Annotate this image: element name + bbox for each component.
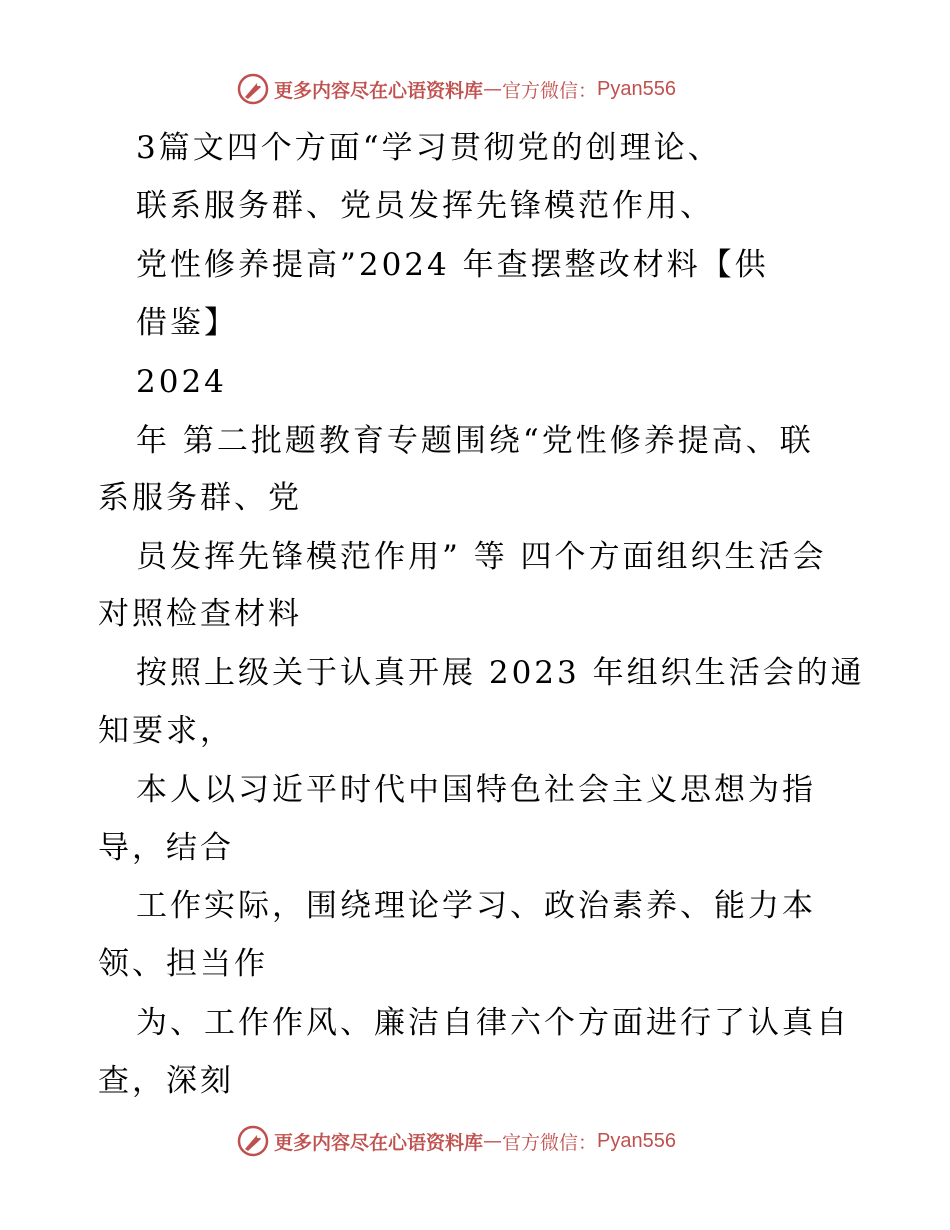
doc-line: 导，结合 xyxy=(98,830,234,866)
doc-line: 对照检查材料 xyxy=(98,596,302,632)
doc-line: 知要求， xyxy=(98,713,234,749)
pen-nib-logo-icon xyxy=(236,1124,270,1158)
banner-separator: — xyxy=(483,1130,503,1152)
doc-line: 领、担当作 xyxy=(98,946,268,982)
doc-line: 按照上级关于认真开展 2023 年组织生活会的通 xyxy=(136,655,865,691)
doc-line: 2024 xyxy=(136,364,227,400)
footer-banner xyxy=(236,1124,676,1158)
banner-separator: — xyxy=(483,78,503,100)
pen-nib-logo-icon xyxy=(236,72,270,106)
banner-wechat-id: Pyan556 xyxy=(597,77,676,100)
banner-wechat-id: Pyan556 xyxy=(597,1129,676,1152)
doc-line: 党性修养提高”2024 年查摆整改材料【供 xyxy=(136,247,769,283)
doc-line: 年 第二批题教育专题围绕“党性修养提高、联 xyxy=(136,423,814,459)
doc-line: 本人以习近平时代中国特色社会主义思想为指 xyxy=(136,772,816,808)
doc-line: 员发挥先锋模范作用” 等 四个方面组织生活会 xyxy=(136,539,827,575)
doc-line: 工作实际，围绕理论学习、政治素养、能力本 xyxy=(136,888,816,924)
doc-line: 查，深刻 xyxy=(98,1063,234,1099)
doc-line: 系服务群、党 xyxy=(98,480,302,516)
doc-line: 联系服务群、党员发挥先锋模范作用、 xyxy=(136,188,714,224)
banner-title: 更多内容尽在心语资料库 xyxy=(274,1131,484,1154)
banner-wechat-label: 官方微信： xyxy=(502,1131,598,1154)
header-banner xyxy=(236,72,676,106)
doc-line: 3篇文四个方面“学习贯彻党的创理论、 xyxy=(136,130,722,166)
banner-wechat-label: 官方微信： xyxy=(502,79,598,102)
banner-title: 更多内容尽在心语资料库 xyxy=(274,79,484,102)
doc-line: 借鉴】 xyxy=(136,305,238,341)
doc-line: 为、工作作风、廉洁自律六个方面进行了认真自 xyxy=(136,1005,850,1041)
